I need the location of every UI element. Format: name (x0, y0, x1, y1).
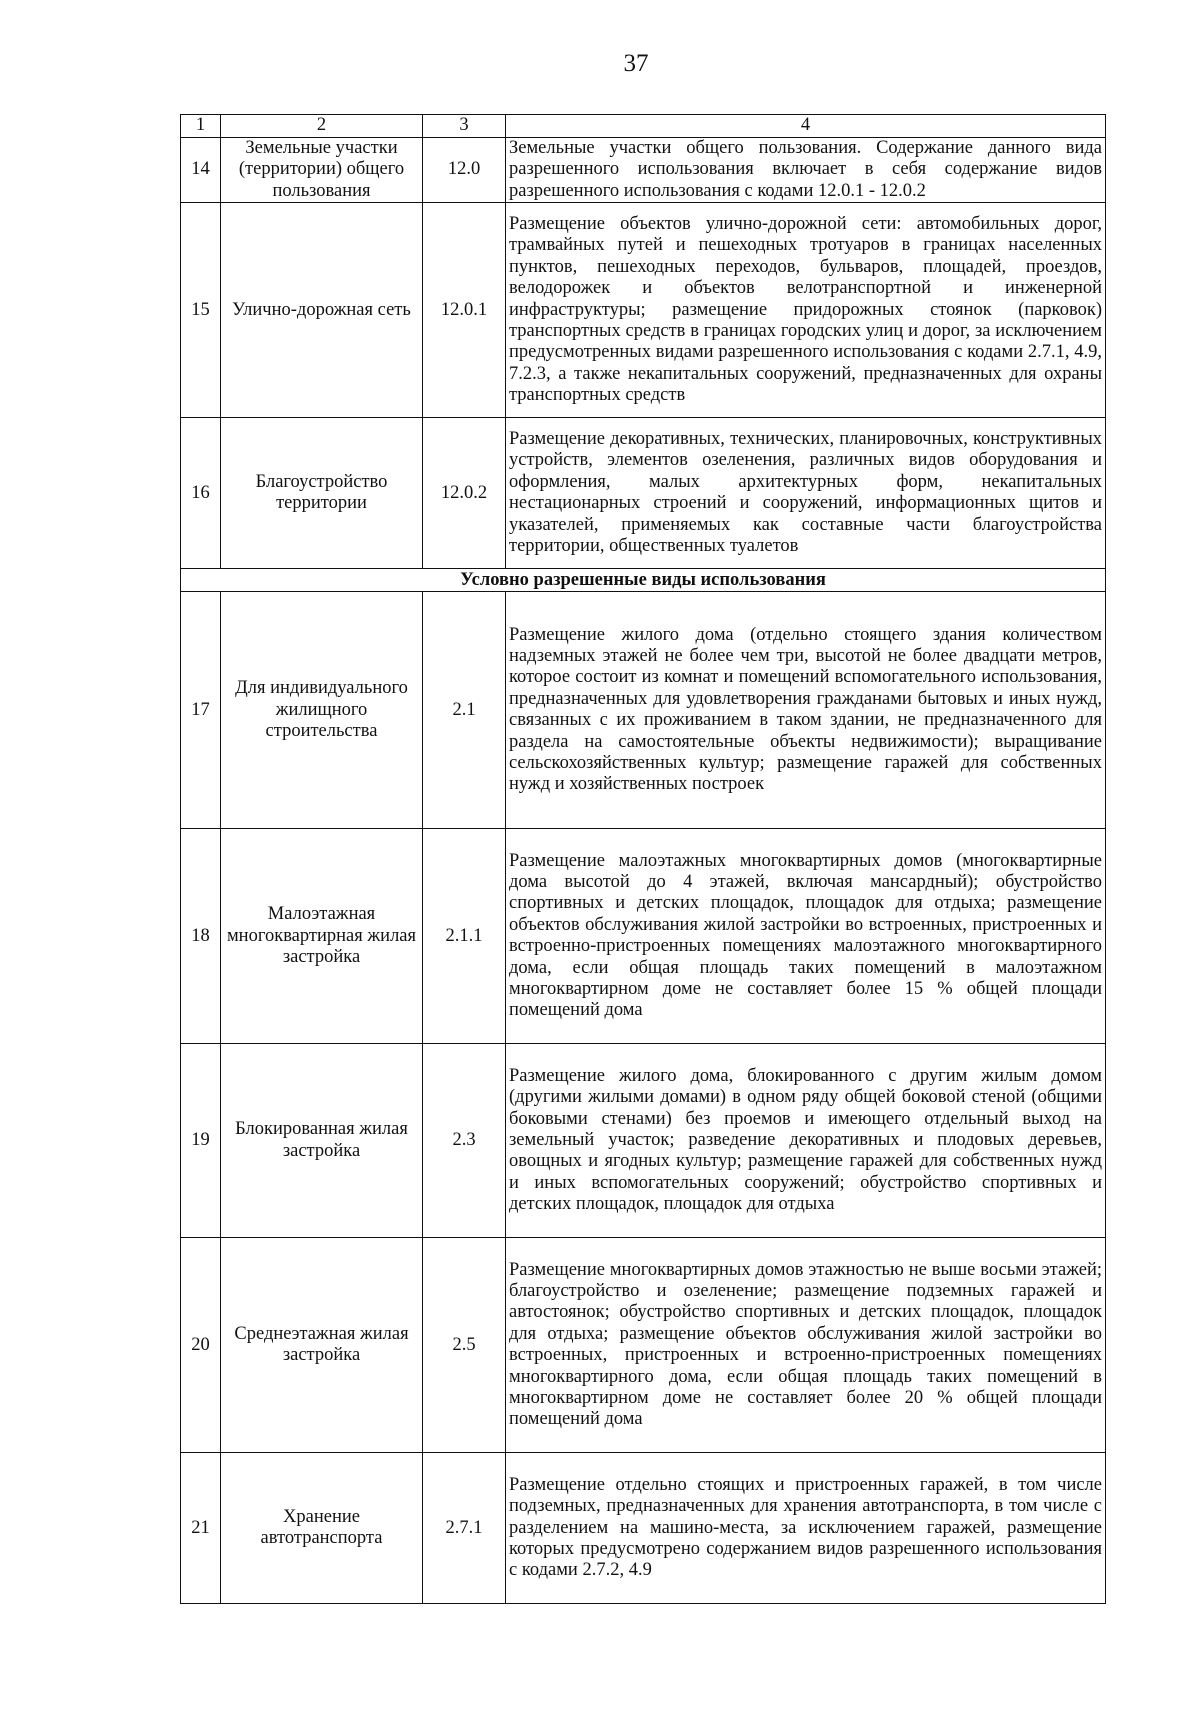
table-row (181, 418, 1106, 569)
section-heading-row (181, 569, 1106, 592)
header-cell-1: 1 (181, 115, 221, 138)
table-row (181, 592, 1106, 829)
use-type-name: Улично-дорожная сеть (221, 203, 423, 418)
row-number: 16 (181, 418, 221, 569)
header-cell-4: 4 (506, 115, 1106, 138)
table-row (181, 829, 1106, 1044)
use-type-description: Размещение многоквартирных домов этажностью не выше восьми этажей; благоустройство и озеленение; размещение подземных гаражей и автостоянок; обустройство спортивных и детских площадок, площадок для отдыха; размещение объектов обслуживания жилой застройки во встроенных, пристроенных и встроенно-пристроенных помещениях многоквартирного дома, если общая площадь таких помещений в многоквартирном доме не составляет более 20 % общей площади помещений дома (506, 1238, 1106, 1453)
use-type-description: Размещение жилого дома (отдельно стоящего здания количеством надземных этажей не более чем три, высотой не более двадцати метров, которое состоит из комнат и помещений вспомогательного использования, предназначенных для удовлетворения гражданами бытовых и иных нужд, связанных с их проживанием в таком здании, не предназначенного для раздела на самостоятельные объекты недвижимости); выращивание сельскохозяйственных культур; размещение гаражей для собственных нужд и хозяйственных построек (506, 592, 1106, 829)
use-type-code: 2.1.1 (423, 829, 506, 1044)
use-type-description: Размещение объектов улично-дорожной сети: автомобильных дорог, трамвайных путей и пешеходных тротуаров в границах населенных пунктов, пешеходных переходов, бульваров, площадей, проездов, велодорожек и объектов велотранспортной и инженерной инфраструктуры; размещение придорожных стоянок (парковок) транспортных средств в границах городских улиц и дорог, за исключением предусмотренных видами разрешенного использования с кодами 2.7.1, 4.9, 7.2.3, а также некапитальных сооружений, предназначенных для охраны транспортных средств (506, 203, 1106, 418)
row-number: 20 (181, 1238, 221, 1453)
use-type-name: Блокированная жилая застройка (221, 1044, 423, 1238)
table-row (181, 203, 1106, 418)
use-type-description: Размещение малоэтажных многоквартирных домов (многоквартирные дома высотой до 4 этажей, включая мансардный); обустройство спортивных и детских площадок, площадок для отдыха; размещение объектов обслуживания жилой застройки во встроенных, пристроенных и встроенно-пристроенных помещениях малоэтажного многоквартирного дома, если общая площадь таких помещений в малоэтажном многоквартирном доме не составляет более 15 % общей площади помещений дома (506, 829, 1106, 1044)
use-type-name: Малоэтажная многоквартирная жилая застройка (221, 829, 423, 1044)
row-number: 15 (181, 203, 221, 418)
use-type-code: 12.0.2 (423, 418, 506, 569)
row-number: 18 (181, 829, 221, 1044)
use-type-name: Для индивидуального жилищного строительства (221, 592, 423, 829)
use-type-description: Размещение жилого дома, блокированного с другим жилым домом (другими жилыми домами) в одном ряду общей боковой стеной (общими боковыми стенами) без проемов и имеющего отдельный выход на земельный участок; разведение декоративных и плодовых деревьев, овощных и ягодных культур; размещение гаражей для собственных нужд и иных вспомогательных сооружений; обустройство спортивных и детских площадок, площадок для отдыха (506, 1044, 1106, 1238)
land-use-table (180, 114, 1106, 1604)
header-cell-2: 2 (221, 115, 423, 138)
use-type-code: 12.0.1 (423, 203, 506, 418)
use-type-code: 2.7.1 (423, 1453, 506, 1604)
row-number: 14 (181, 138, 221, 203)
use-type-description: Размещение декоративных, технических, планировочных, конструктивных устройств, элементов озеленения, различных видов оборудования и оформления, малых архитектурных форм, некапитальных нестационарных строений и сооружений, информационных щитов и указателей, применяемых как составные части благоустройства территории, общественных туалетов (506, 418, 1106, 569)
table-row (181, 138, 1106, 203)
header-cell-3: 3 (423, 115, 506, 138)
row-number: 21 (181, 1453, 221, 1604)
row-number: 17 (181, 592, 221, 829)
row-number: 19 (181, 1044, 221, 1238)
use-type-code: 2.5 (423, 1238, 506, 1453)
section-title: Условно разрешенные виды использования (181, 569, 1106, 592)
use-type-code: 2.3 (423, 1044, 506, 1238)
table-row (181, 1044, 1106, 1238)
use-type-name: Благоустройство территории (221, 418, 423, 569)
use-type-code: 12.0 (423, 138, 506, 203)
use-type-name: Земельные участки (территории) общего пользования (221, 138, 423, 203)
use-type-description: Земельные участки общего пользования. Содержание данного вида разрешенного использования включает в себя содержание видов разрешенного использования с кодами 12.0.1 - 12.0.2 (506, 138, 1106, 203)
use-type-code: 2.1 (423, 592, 506, 829)
use-type-name: Хранение автотранспорта (221, 1453, 423, 1604)
table-header-row (181, 115, 1106, 138)
table-row (181, 1238, 1106, 1453)
table-row (181, 1453, 1106, 1604)
use-type-name: Среднеэтажная жилая застройка (221, 1238, 423, 1453)
page-number: 37 (623, 50, 649, 77)
use-type-description: Размещение отдельно стоящих и пристроенных гаражей, в том числе подземных, предназначенных для хранения автотранспорта, в том числе с разделением на машино-места, за исключением гаражей, размещение которых предусмотрено содержанием видов разрешенного использования с кодами 2.7.2, 4.9 (506, 1453, 1106, 1604)
